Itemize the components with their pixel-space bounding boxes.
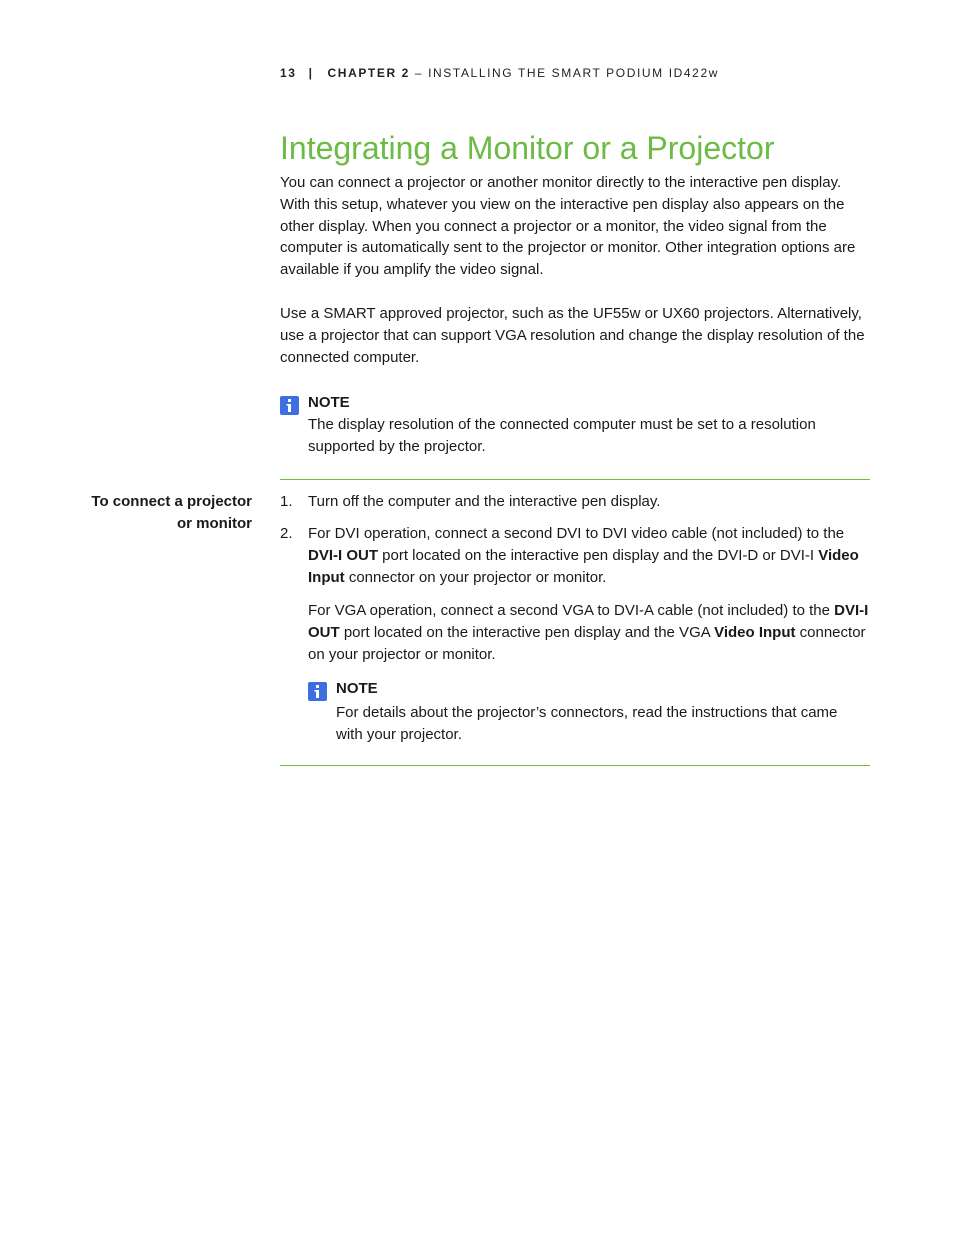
procedure-title-line-1: To connect a projector xyxy=(91,493,252,510)
note-box-2 xyxy=(308,680,872,746)
intro-paragraph-2: Use a SMART approved projector, such as the UF55w or UX60 projectors. Alternatively, use a projector that can support VGA resolution and change the display resolution of the connected computer. xyxy=(280,305,865,366)
page-title: Integrating a Monitor or a Projector xyxy=(280,130,775,166)
step-2-vga-paragraph xyxy=(280,600,872,665)
note-heading: NOTE xyxy=(336,680,378,697)
step-number: 1. xyxy=(280,493,293,510)
step-number: 2. xyxy=(280,525,293,542)
note-text: For details about the projector’s connectors, read the instructions that came with your projector. xyxy=(336,704,838,743)
section-divider-bottom xyxy=(280,765,870,766)
step-2 xyxy=(280,523,872,588)
step-2-dvi-text: For DVI operation, connect a second DVI to DVI video cable (not included) to the DVI-I OUT port located on the interactive pen display and the DVI-D or DVI-I Video Input connector on your projector or monitor. xyxy=(308,525,859,586)
step-text: Turn off the computer and the interactive pen display. xyxy=(308,493,661,510)
chapter-title: – INSTALLING THE SMART PODIUM ID422w xyxy=(409,66,719,80)
running-header xyxy=(280,66,719,80)
note-box-1 xyxy=(280,394,872,460)
intro-paragraph-1: You can connect a projector or another monitor directly to the interactive pen display. With this setup, whatever you view on the interactive pen display also appears on the other display. When you connect a projector or a monitor, the video signal from the computer is automatically sent to the projector or monitor. Other integration options are available if you amplify the video signal. xyxy=(280,174,856,279)
procedure-title-line-2: or monitor xyxy=(177,514,252,532)
step-2-vga-text: For VGA operation, connect a second VGA to DVI-A cable (not included) to the DVI-I OUT port located on the interactive pen display and the VGA Video Input connector on your projector or monitor. xyxy=(308,602,869,663)
section-divider-top xyxy=(280,479,870,480)
page-number: 13 xyxy=(280,66,297,80)
header-separator: | xyxy=(308,66,314,80)
info-icon xyxy=(308,682,327,701)
note-heading: NOTE xyxy=(308,394,350,411)
note-text: The display resolution of the connected computer must be set to a resolution supported by the projector. xyxy=(308,416,816,455)
procedure-title xyxy=(91,491,252,534)
chapter-label: CHAPTER 2 xyxy=(327,66,410,80)
info-icon xyxy=(280,396,299,415)
step-1 xyxy=(280,491,872,513)
